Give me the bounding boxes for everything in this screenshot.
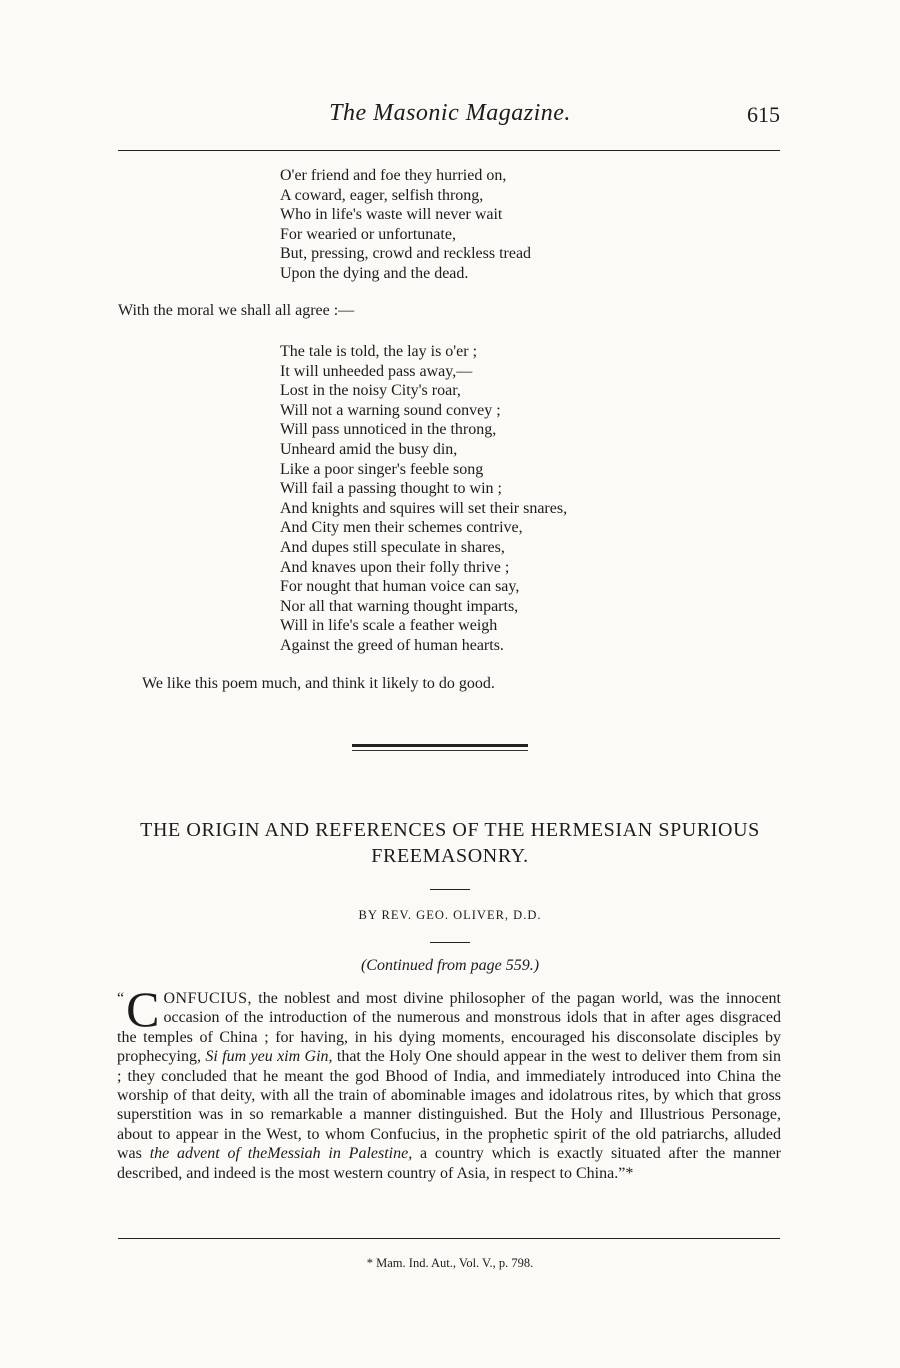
poem-stanza-1	[280, 166, 531, 284]
verse-line: Will pass unnoticed in the throng,	[280, 421, 497, 439]
verse-line: A coward, eager, selfish throng,	[280, 186, 484, 204]
footnote-rule	[118, 1238, 780, 1239]
verse-line: Will not a warning sound convey ;	[280, 401, 501, 419]
verse-line: And knights and squires will set their snares,	[280, 499, 568, 517]
verse-line: Lost in the noisy City's roar,	[280, 382, 461, 400]
page-number: 615	[747, 102, 780, 127]
title-rule	[430, 889, 470, 890]
moral-line: With the moral we shall all agree :—	[118, 302, 355, 319]
verse-line: The tale is told, the lay is o'er ;	[280, 343, 478, 360]
footnote: * Mam. Ind. Aut., Vol. V., p. 798.	[366, 1256, 534, 1270]
verse-line: And City men their schemes contrive,	[280, 519, 523, 537]
body-text: the noblest and most divine philosopher of the pagan world, was the innocent occasion of the introduction of the numerous and monstrous idols that in after ages disgraced the temples of China ; for having, in his dying moments, encouraged his disconsolate disciples by prophecying,	[117, 990, 781, 1066]
verse-line: For nought that human voice can say,	[280, 578, 520, 596]
article-title-line: THE ORIGIN AND REFERENCES OF THE HERMESIAN SPURIOUS	[140, 819, 760, 841]
article-body	[117, 981, 782, 1183]
section-divider	[352, 744, 528, 751]
verse-line: And dupes still speculate in shares,	[280, 538, 505, 556]
body-text: a country which is exactly situated after the manner described, and indeed is the most western country of Asia, in respect to China.”*	[117, 1145, 781, 1182]
verse-line: O'er friend and foe they hurried on,	[280, 167, 507, 184]
verse-line: Nor all that warning thought imparts,	[280, 597, 519, 615]
verse-line: Against the greed of human hearts.	[280, 636, 504, 654]
closing-line: We like this poem much, and think it likely to do good.	[142, 675, 495, 692]
verse-line: Who in life's waste will never wait	[280, 206, 503, 224]
verse-line: Will fail a passing thought to win ;	[280, 480, 502, 498]
italic-phrase: the advent of theMessiah in Palestine,	[149, 1145, 413, 1163]
verse-line: And knaves upon their folly thrive ;	[280, 558, 510, 576]
poem-stanza-2	[280, 342, 567, 656]
continuation-note: (Continued from page 559.)	[360, 957, 540, 974]
running-title: The Masonic Magazine.	[329, 100, 571, 126]
verse-line: It will unheeded pass away,—	[280, 362, 473, 380]
lead-word: ONFUCIUS,	[163, 990, 252, 1007]
drop-cap: C	[126, 981, 160, 1037]
page-header	[0, 100, 900, 130]
byline: BY REV. GEO. OLIVER, D.D.	[358, 908, 542, 922]
verse-line: Unheard amid the busy din,	[280, 440, 458, 458]
verse-line: Upon the dying and the dead.	[280, 264, 469, 282]
open-quote: “	[117, 990, 125, 1007]
verse-line: For wearied or unfortunate,	[280, 225, 456, 243]
verse-line: But, pressing, crowd and reckless tread	[280, 245, 532, 263]
body-text: that the Holy One should appear in the west to deliver them from sin ; they concluded that he meant the god Bhood of India, and immediately introduced into China the worship of that deity, with all the train of abominable images and idolatrous rites, by which that gross superstition was in so remarkable a manner distinguished. But the Holy and Illustrious Personage, about to appear in the West, to whom Confucius, in the prophetic spirit of the old patriarchs, alluded was	[117, 1048, 782, 1163]
italic-phrase: Si fum yeu xim Gin,	[205, 1048, 333, 1066]
article-title	[100, 817, 800, 869]
verse-line: Like a poor singer's feeble song	[280, 460, 484, 478]
verse-line: Will in life's scale a feather weigh	[280, 617, 498, 635]
article-title-line: FREEMASONRY.	[371, 845, 529, 867]
byline-rule	[430, 942, 470, 943]
header-rule	[118, 150, 780, 151]
